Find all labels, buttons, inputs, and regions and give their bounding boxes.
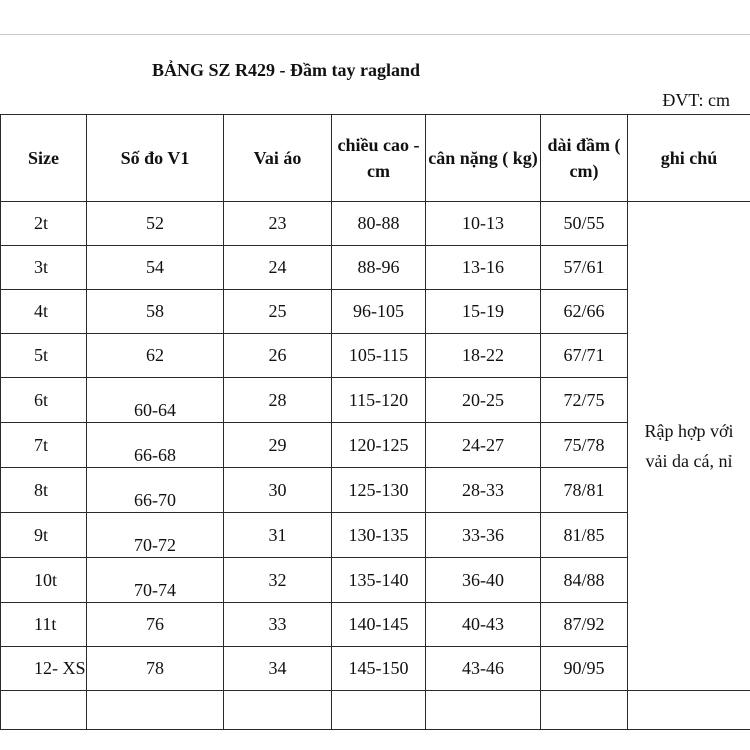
vai-ao-cell: 33 bbox=[224, 603, 332, 647]
size-cell: 11t bbox=[1, 603, 87, 647]
size-cell: 12- XS bbox=[1, 647, 87, 691]
vai-ao-cell: 26 bbox=[224, 334, 332, 378]
so-do-cell: 70-72 bbox=[87, 513, 224, 558]
size-cell: 3t bbox=[1, 246, 87, 290]
unit-label: ĐVT: cm bbox=[662, 90, 730, 110]
chieu-cao-cell: 145-150 bbox=[332, 647, 426, 691]
chieu-cao-cell: 80-88 bbox=[332, 202, 426, 246]
vai-ao-cell: 25 bbox=[224, 290, 332, 334]
header-size: Size bbox=[1, 115, 87, 202]
can-nang-cell: 18-22 bbox=[426, 334, 541, 378]
can-nang-cell: 10-13 bbox=[426, 202, 541, 246]
size-chart-table bbox=[0, 114, 750, 730]
vai-ao-cell: 29 bbox=[224, 423, 332, 468]
chieu-cao-cell: 140-145 bbox=[332, 603, 426, 647]
vai-ao-cell: 28 bbox=[224, 378, 332, 423]
so-do-cell: 62 bbox=[87, 334, 224, 378]
chieu-cao-cell: 120-125 bbox=[332, 423, 426, 468]
so-do-cell: 60-64 bbox=[87, 378, 224, 423]
chieu-cao-cell: 130-135 bbox=[332, 513, 426, 558]
so-do-cell: 66-68 bbox=[87, 423, 224, 468]
size-cell: 7t bbox=[1, 423, 87, 468]
chieu-cao-cell: 115-120 bbox=[332, 378, 426, 423]
vai-ao-cell: 32 bbox=[224, 558, 332, 603]
so-do-cell: 54 bbox=[87, 246, 224, 290]
vai-ao-cell: 30 bbox=[224, 468, 332, 513]
top-divider bbox=[0, 34, 750, 35]
dai-dam-cell: 84/88 bbox=[541, 558, 628, 603]
dai-dam-cell: 81/85 bbox=[541, 513, 628, 558]
dai-dam-cell: 78/81 bbox=[541, 468, 628, 513]
page-title: BẢNG SZ R429 - Đầm tay ragland bbox=[152, 60, 421, 80]
so-do-cell: 58 bbox=[87, 290, 224, 334]
header-can-nang: cân nặng ( kg) bbox=[426, 115, 541, 202]
can-nang-cell: 20-25 bbox=[426, 378, 541, 423]
dai-dam-cell: 72/75 bbox=[541, 378, 628, 423]
empty-cell bbox=[1, 691, 87, 730]
header-dai-dam: dài đầm ( cm) bbox=[541, 115, 628, 202]
header-row bbox=[1, 115, 750, 202]
header-ghi-chu: ghi chú bbox=[628, 115, 750, 202]
header-vai-ao: Vai áo bbox=[224, 115, 332, 202]
size-cell: 9t bbox=[1, 513, 87, 558]
chieu-cao-cell: 135-140 bbox=[332, 558, 426, 603]
chieu-cao-cell: 125-130 bbox=[332, 468, 426, 513]
size-cell: 5t bbox=[1, 334, 87, 378]
can-nang-cell: 24-27 bbox=[426, 423, 541, 468]
so-do-cell: 76 bbox=[87, 603, 224, 647]
so-do-cell: 52 bbox=[87, 202, 224, 246]
can-nang-cell: 28-33 bbox=[426, 468, 541, 513]
empty-cell bbox=[541, 691, 628, 730]
dai-dam-cell: 67/71 bbox=[541, 334, 628, 378]
empty-cell bbox=[87, 691, 224, 730]
can-nang-cell: 33-36 bbox=[426, 513, 541, 558]
dai-dam-cell: 50/55 bbox=[541, 202, 628, 246]
can-nang-cell: 36-40 bbox=[426, 558, 541, 603]
dai-dam-cell: 62/66 bbox=[541, 290, 628, 334]
size-cell: 2t bbox=[1, 202, 87, 246]
can-nang-cell: 13-16 bbox=[426, 246, 541, 290]
vai-ao-cell: 23 bbox=[224, 202, 332, 246]
so-do-cell: 66-70 bbox=[87, 468, 224, 513]
empty-cell bbox=[224, 691, 332, 730]
chieu-cao-cell: 96-105 bbox=[332, 290, 426, 334]
dai-dam-cell: 90/95 bbox=[541, 647, 628, 691]
size-cell: 4t bbox=[1, 290, 87, 334]
vai-ao-cell: 31 bbox=[224, 513, 332, 558]
header-chieu-cao: chiều cao - cm bbox=[332, 115, 426, 202]
dai-dam-cell: 87/92 bbox=[541, 603, 628, 647]
size-cell: 10t bbox=[1, 558, 87, 603]
chieu-cao-cell: 105-115 bbox=[332, 334, 426, 378]
header-so-do: Số đo V1 bbox=[87, 115, 224, 202]
empty-cell bbox=[332, 691, 426, 730]
can-nang-cell: 43-46 bbox=[426, 647, 541, 691]
so-do-cell: 70-74 bbox=[87, 558, 224, 603]
table-row bbox=[1, 202, 750, 246]
empty-cell bbox=[426, 691, 541, 730]
chieu-cao-cell: 88-96 bbox=[332, 246, 426, 290]
empty-cell bbox=[628, 691, 750, 730]
size-cell: 8t bbox=[1, 468, 87, 513]
vai-ao-cell: 24 bbox=[224, 246, 332, 290]
dai-dam-cell: 57/61 bbox=[541, 246, 628, 290]
size-cell: 6t bbox=[1, 378, 87, 423]
so-do-cell: 78 bbox=[87, 647, 224, 691]
dai-dam-cell: 75/78 bbox=[541, 423, 628, 468]
can-nang-cell: 40-43 bbox=[426, 603, 541, 647]
vai-ao-cell: 34 bbox=[224, 647, 332, 691]
note-cell: Rập hợp với vải da cá, nỉ bbox=[628, 202, 750, 691]
table-row-empty bbox=[1, 691, 750, 730]
can-nang-cell: 15-19 bbox=[426, 290, 541, 334]
